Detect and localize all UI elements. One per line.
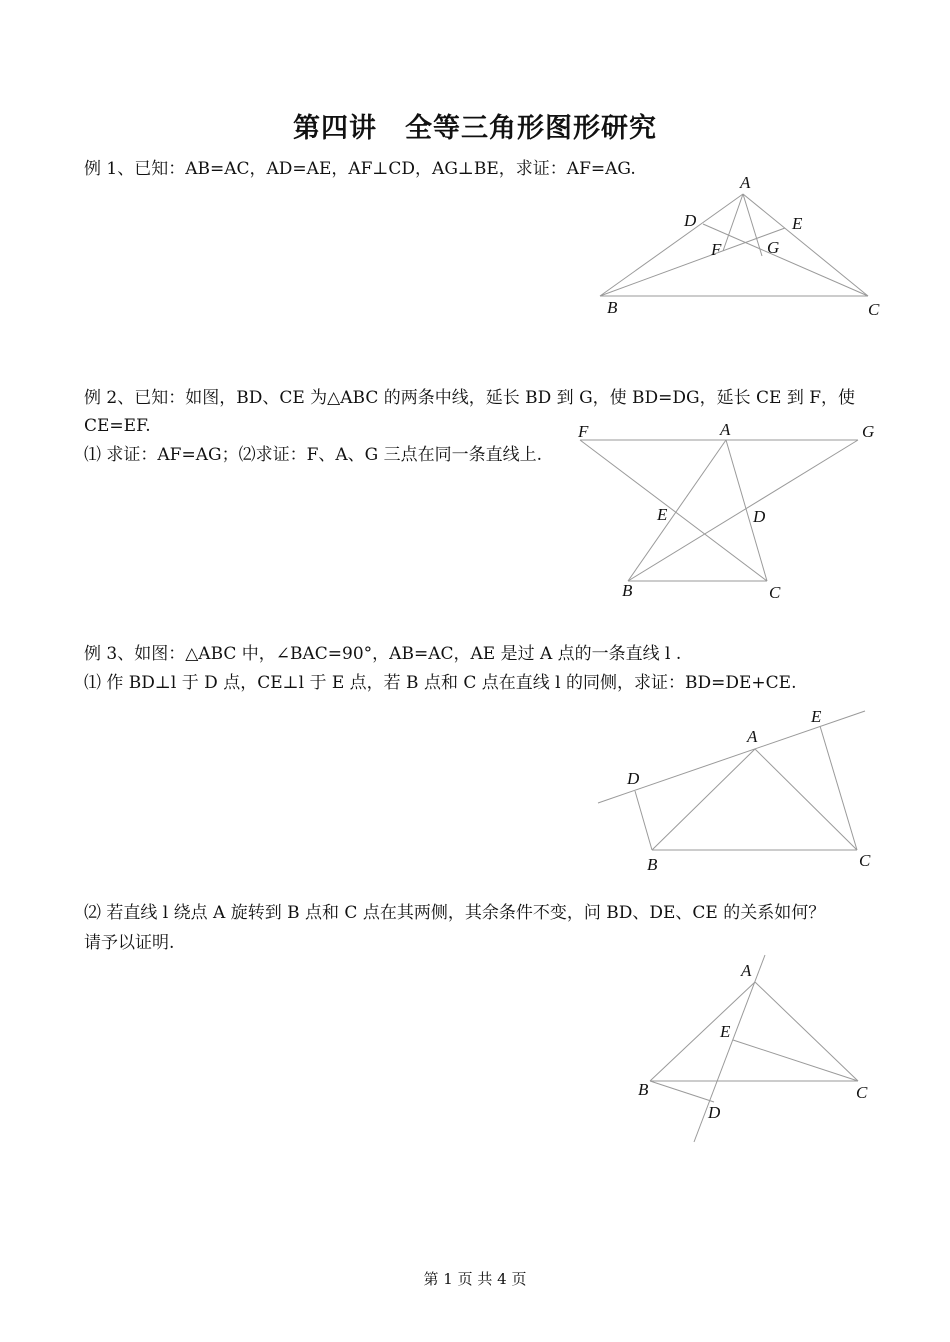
label-D: D bbox=[753, 507, 766, 526]
example-3-part-2: ⑵ 若直线 l 绕点 A 旋转到 B 点和 C 点在其两侧，其余条件不变，问 BD、DE、CE 的关系如何？ bbox=[84, 903, 826, 923]
label-C: C bbox=[859, 851, 871, 870]
example-3-part-2-cont: 请予以证明. bbox=[84, 933, 175, 953]
label-B: B bbox=[622, 581, 633, 600]
label-A: A bbox=[741, 961, 752, 980]
example-2-questions: ⑴ 求证：AF=AG；⑵求证：F、A、G 三点在同一条直线上. bbox=[84, 445, 543, 465]
page-title: 第四讲 全等三角形图形研究 bbox=[293, 113, 657, 144]
label-C: C bbox=[868, 300, 880, 319]
example-3-figure-2 bbox=[620, 950, 890, 1150]
label-G: G bbox=[862, 422, 875, 441]
label-E: E bbox=[811, 707, 822, 726]
example-2-statement: 例 2、已知：如图，BD、CE 为△ABC 的两条中线，延长 BD 到 G，使 BD=DG，延长 CE 到 F，使 bbox=[84, 388, 856, 408]
label-A: A bbox=[720, 420, 731, 439]
label-D: D bbox=[684, 211, 697, 230]
label-A: A bbox=[740, 173, 751, 192]
example-1-statement: 例 1、已知：AB=AC，AD=AE，AF⊥CD，AG⊥BE，求证：AF=AG. bbox=[84, 159, 636, 179]
label-A: A bbox=[747, 727, 758, 746]
label-B: B bbox=[638, 1080, 649, 1099]
example-3-part-1: ⑴ 作 BD⊥l 于 D 点，CE⊥l 于 E 点，若 B 点和 C 点在直线 l 的同侧，求证：BD=DE+CE. bbox=[84, 673, 797, 693]
label-C: C bbox=[856, 1083, 868, 1102]
label-F: F bbox=[711, 240, 722, 259]
label-D: D bbox=[627, 769, 640, 788]
example-2-statement-cont: CE=EF. bbox=[84, 416, 151, 436]
label-B: B bbox=[647, 855, 658, 874]
example-3-figure-1 bbox=[590, 700, 880, 880]
page-footer: 第 1 页 共 4 页 bbox=[423, 1270, 527, 1288]
example-2-figure bbox=[570, 418, 890, 608]
label-E: E bbox=[792, 214, 803, 233]
label-G: G bbox=[767, 238, 780, 257]
label-B: B bbox=[607, 298, 618, 317]
label-C: C bbox=[769, 583, 781, 602]
example-3-statement: 例 3、如图：△ABC 中，∠BAC=90°，AB=AC，AE 是过 A 点的一条直线 l . bbox=[84, 644, 682, 664]
label-F: F bbox=[578, 422, 589, 441]
label-E: E bbox=[657, 505, 668, 524]
example-1-figure bbox=[590, 170, 900, 330]
label-D: D bbox=[708, 1103, 721, 1122]
label-E: E bbox=[720, 1022, 731, 1041]
